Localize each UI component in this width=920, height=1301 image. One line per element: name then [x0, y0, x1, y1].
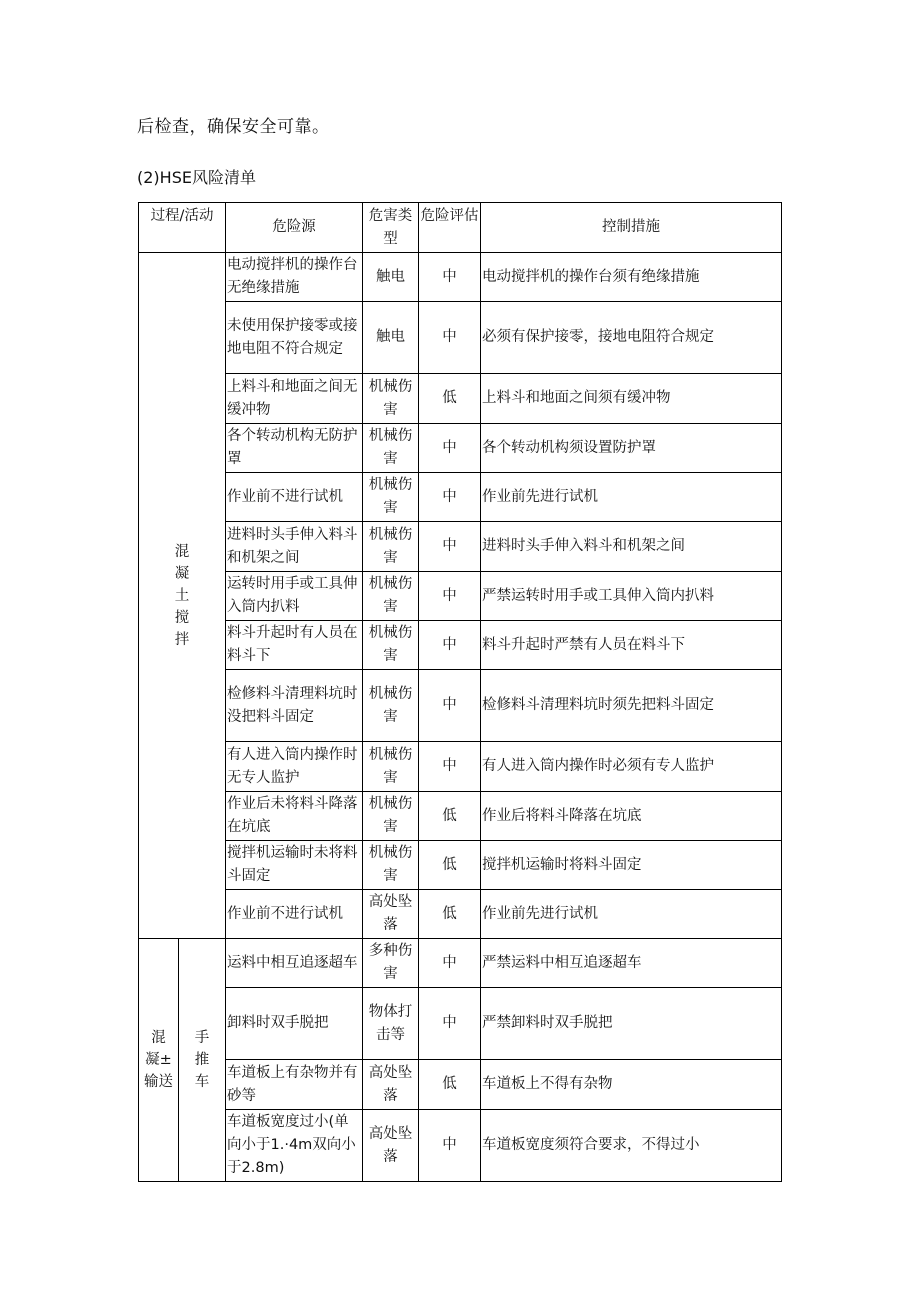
cell-control-measure: 作业前先进行试机 — [481, 890, 782, 939]
cell-risk-level: 中 — [419, 939, 481, 988]
cell-hazard-source: 作业前不进行试机 — [226, 890, 363, 939]
cell-control-measure: 电动搅拌机的操作台须有绝缘措施 — [481, 253, 782, 302]
cell-risk-level: 中 — [419, 1110, 481, 1182]
table-row — [139, 1060, 782, 1110]
cell-control-measure: 进料时头手伸入料斗和机架之间 — [481, 522, 782, 572]
cell-control-measure: 作业后将料斗降落在坑底 — [481, 792, 782, 841]
cell-risk-level: 低 — [419, 792, 481, 841]
cell-risk-level: 中 — [419, 988, 481, 1060]
group-concrete-mixing — [139, 253, 782, 939]
cell-hazard-source: 上料斗和地面之间无缓冲物 — [226, 374, 363, 424]
cell-hazard-source: 车道板上有杂物并有砂等 — [226, 1060, 363, 1110]
cell-risk-level: 中 — [419, 621, 481, 670]
cell-control-measure: 车道板上不得有杂物 — [481, 1060, 782, 1110]
cell-hazard-source: 未使用保护接零或接地电阻不符合规定 — [226, 302, 363, 374]
cell-hazard-type: 高处坠落 — [363, 890, 419, 939]
cell-hazard-type: 触电 — [363, 302, 419, 374]
table-row — [139, 374, 782, 424]
cell-risk-level: 中 — [419, 572, 481, 621]
cell-risk-level: 低 — [419, 1060, 481, 1110]
cell-hazard-type: 机械伤害 — [363, 792, 419, 841]
group-concrete-transport — [139, 939, 782, 1182]
cell-hazard-type: 高处坠落 — [363, 1060, 419, 1110]
cell-control-measure: 车道板宽度须符合要求，不得过小 — [481, 1110, 782, 1182]
cell-control-measure: 严禁运转时用手或工具伸入筒内扒料 — [481, 572, 782, 621]
process-concrete-mixing: 混 凝 土 搅 拌 — [139, 253, 226, 939]
table-row — [139, 473, 782, 522]
table-row — [139, 424, 782, 473]
header-hazard-source: 危险源 — [226, 203, 363, 253]
cell-control-measure: 作业前先进行试机 — [481, 473, 782, 522]
cell-hazard-type: 机械伤害 — [363, 621, 419, 670]
header-hazard-type: 危害类型 — [363, 203, 419, 253]
cell-control-measure: 上料斗和地面之间须有缓冲物 — [481, 374, 782, 424]
cell-risk-level: 中 — [419, 670, 481, 742]
cell-control-measure: 搅拌机运输时将料斗固定 — [481, 841, 782, 890]
cell-control-measure: 严禁运料中相互追逐超车 — [481, 939, 782, 988]
paragraph-continuation: 后检查，确保安全可靠。 — [137, 117, 330, 137]
header-process: 过程/活动 — [139, 203, 226, 253]
table-row — [139, 302, 782, 374]
table-header-row — [139, 203, 782, 253]
cell-hazard-source: 搅拌机运输时未将料斗固定 — [226, 841, 363, 890]
table-row — [139, 792, 782, 841]
cell-hazard-type: 机械伤害 — [363, 522, 419, 572]
cell-hazard-source: 卸料时双手脱把 — [226, 988, 363, 1060]
cell-risk-level: 低 — [419, 841, 481, 890]
cell-control-measure: 必须有保护接零，接地电阻符合规定 — [481, 302, 782, 374]
cell-risk-level: 中 — [419, 424, 481, 473]
process-handcart: 手 推 车 — [179, 939, 226, 1182]
header-control-measures: 控制措施 — [481, 203, 782, 253]
cell-hazard-type: 机械伤害 — [363, 742, 419, 792]
cell-control-measure: 有人进入筒内操作时必须有专人监护 — [481, 742, 782, 792]
cell-hazard-source: 作业后未将料斗降落在坑底 — [226, 792, 363, 841]
cell-risk-level: 中 — [419, 522, 481, 572]
cell-hazard-source: 进料时头手伸入料斗和机架之间 — [226, 522, 363, 572]
cell-hazard-source: 料斗升起时有人员在料斗下 — [226, 621, 363, 670]
cell-hazard-source: 车道板宽度过小(单向小于1.·4m双向小于2.8m) — [226, 1110, 363, 1182]
table-row — [139, 742, 782, 792]
table-row — [139, 572, 782, 621]
cell-hazard-source: 电动搅拌机的操作台无绝缘措施 — [226, 253, 363, 302]
cell-hazard-type: 机械伤害 — [363, 572, 419, 621]
table-row — [139, 939, 782, 988]
table-row — [139, 670, 782, 742]
cell-hazard-type: 多种伤害 — [363, 939, 419, 988]
cell-hazard-source: 作业前不进行试机 — [226, 473, 363, 522]
cell-control-measure: 检修料斗清理料坑时须先把料斗固定 — [481, 670, 782, 742]
cell-hazard-type: 机械伤害 — [363, 374, 419, 424]
header-risk-assessment: 危险评估 — [419, 203, 481, 253]
cell-hazard-source: 各个转动机构无防护罩 — [226, 424, 363, 473]
cell-risk-level: 中 — [419, 473, 481, 522]
cell-hazard-type: 触电 — [363, 253, 419, 302]
table-row — [139, 890, 782, 939]
table-row — [139, 988, 782, 1060]
process-concrete-transport: 混 凝± 输送 — [139, 939, 179, 1182]
cell-hazard-type: 机械伤害 — [363, 670, 419, 742]
cell-risk-level: 低 — [419, 374, 481, 424]
table-row — [139, 841, 782, 890]
cell-hazard-type: 高处坠落 — [363, 1110, 419, 1182]
cell-hazard-type: 物体打击等 — [363, 988, 419, 1060]
cell-control-measure: 料斗升起时严禁有人员在料斗下 — [481, 621, 782, 670]
cell-hazard-type: 机械伤害 — [363, 841, 419, 890]
section-heading: (2)HSE风险清单 — [137, 168, 256, 187]
cell-control-measure: 严禁卸料时双手脱把 — [481, 988, 782, 1060]
table-row — [139, 253, 782, 302]
cell-control-measure: 各个转动机构须设置防护罩 — [481, 424, 782, 473]
hse-risk-table — [138, 202, 782, 1182]
cell-hazard-type: 机械伤害 — [363, 424, 419, 473]
table-row — [139, 621, 782, 670]
cell-hazard-source: 运料中相互追逐超车 — [226, 939, 363, 988]
cell-hazard-source: 检修料斗清理料坑时没把料斗固定 — [226, 670, 363, 742]
cell-risk-level: 中 — [419, 302, 481, 374]
cell-risk-level: 中 — [419, 253, 481, 302]
table-row — [139, 522, 782, 572]
cell-risk-level: 低 — [419, 890, 481, 939]
table-row — [139, 1110, 782, 1182]
cell-hazard-source: 有人进入筒内操作时无专人监护 — [226, 742, 363, 792]
cell-hazard-source: 运转时用手或工具伸入筒内扒料 — [226, 572, 363, 621]
cell-hazard-type: 机械伤害 — [363, 473, 419, 522]
cell-risk-level: 中 — [419, 742, 481, 792]
